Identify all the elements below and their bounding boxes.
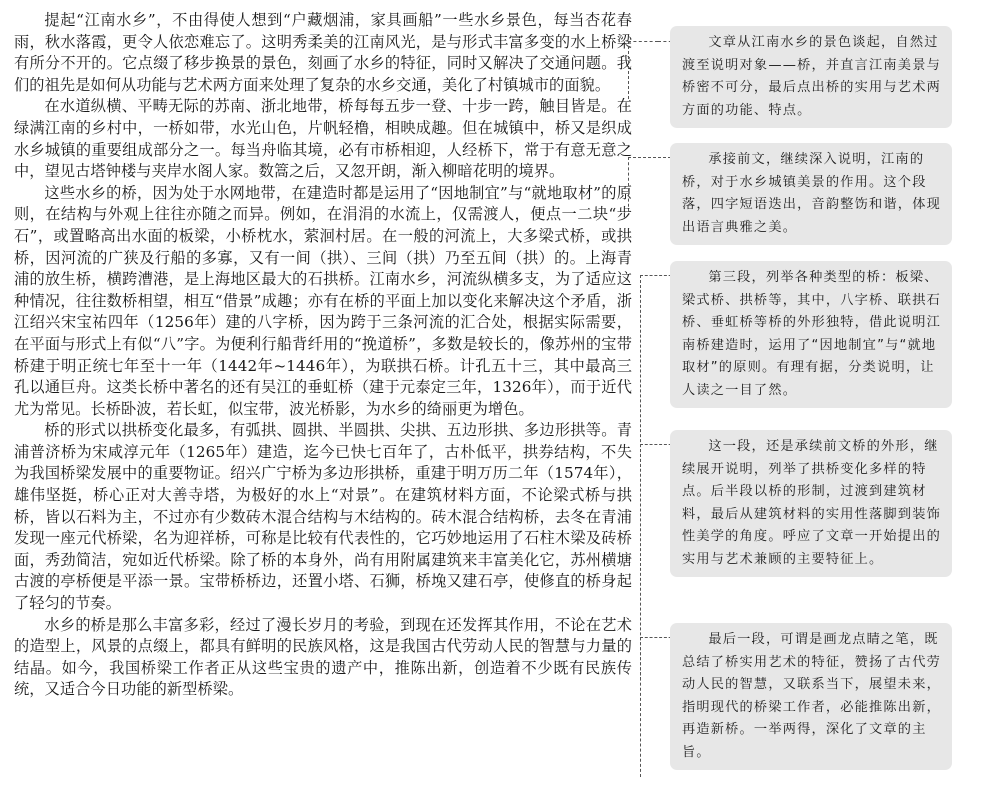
margin-note-2 [670, 143, 952, 245]
margin-note-5-text: 最后一段，可谓是画龙点睛之笔，既总结了桥实用艺术的特征，赞扬了古代劳动人民的智慧，又联系当下，展望未来，指明现代的桥梁工作者，必能推陈出新，再造新桥。一举两得，深化了文章的主旨。 [682, 632, 941, 760]
article-body [14, 10, 632, 701]
paragraph-3: 这些水乡的桥，因为处于水网地带，在建造时都是运用了“因地制宜”与“就地取材”的原则，在结构与外观上往往亦随之而异。例如，在涓涓的水流上，仅需渡人，便点一二块“步石”，或置略高出水面的板梁，小桥枕水，萦洄村居。在一般的河流上，大多梁式桥，或拱桥，因河流的广狭及行船的多寡，又有一间（拱）、三间（拱）乃至五间（拱）的。上海青浦的放生桥，横跨漕港，是上海地区最大的石拱桥。江南水乡，河流纵横多支，为了适应这种情况，往往数桥相望，相互“借景”成趣；亦有在桥的平面上加以变化来解决这个矛盾，浙江绍兴宋宝祐四年（1256年）建的八字桥，因为跨于三条河流的汇合处，根据实际需要，在平面与形式上有似“八”字。为便利行船背纤用的“挽道桥”，多数是较长的，像苏州的宝带桥建于明正统七年至十一年（1442年~1446年），为联拱石桥。计孔五十三，其中最高三孔以通巨舟。这类长桥中著名的还有吴江的垂虹桥（建于元泰定三年，1326年），而于近代尤为常见。长桥卧波，若长虹，似宝带，波光桥影，为水乡的绮丽更为增色。 [14, 183, 632, 418]
leader-line-1-vertical [628, 41, 629, 99]
leader-line-2-vertical [628, 157, 629, 212]
margin-note-1 [670, 26, 952, 128]
page-title-fragment [300, 0, 500, 6]
margin-note-4-text: 这一段，还是承续前文桥的外形，继续展开说明，列举了拱桥变化多样的特点。后半段以桥的形制，过渡到建筑材料，最后从建筑材料的实用性落脚到装饰性美学的角度。呼应了文章一开始提出的实用与艺术兼顾的主要特征上。 [682, 439, 941, 567]
paragraph-2: 在水道纵横、平畴无际的苏南、浙北地带，桥每每五步一登、十步一跨，触目皆是。在绿满江南的乡村中，一桥如带，水光山色，片帆轻橹，相映成趣。但在城镇中，桥又是织成水乡城镇的重要组成部分之一。每当舟临其境，必有市桥相迎，人经桥下，常于有意无意之中，望见古塔钟楼与夹岸水阁人家。数篙之后，又忽开朗，渐入柳暗花明的境界。 [14, 97, 632, 181]
margin-note-2-text: 承接前文，继续深入说明，江南的桥，对于水乡城镇美景的作用。这个段落，四字短语迭出，音韵整饬和谐，体现出语言典雅之美。 [682, 152, 941, 235]
leader-line-1 [628, 41, 658, 42]
margin-note-3 [670, 261, 952, 408]
margin-note-3-text: 第三段，列举各种类型的桥：板梁、梁式桥、拱桥等，其中，八字桥、联拱石桥、垂虹桥等桥的外形独特，借此说明江南桥建造时，运用了“因地制宜”与“就地取材”的原则。有理有据，分类说明，让人读之一目了然。 [682, 270, 941, 398]
margin-note-5 [670, 623, 952, 770]
margin-note-4 [670, 430, 952, 577]
leader-line-5-vertical [640, 637, 641, 777]
paragraph-5: 水乡的桥是那么丰富多彩，经过了漫长岁月的考验，到现在还发挥其作用，不论在艺术的造型上，风景的点缀上，都具有鲜明的民族风格，这是我国古代劳动人民的智慧与力量的结晶。如今，我国桥梁工作者正从这些宝贵的遗产中，推陈出新，创造着不少既有民族传统，又适合今日功能的新型桥梁。 [14, 615, 632, 699]
leader-line-3-vertical [640, 275, 641, 467]
paragraph-1: 提起“江南水乡”，不由得使人想到“户藏烟浦，家具画船”一些水乡景色，每当杏花春雨，秋水落霞，更令人依恋难忘了。这明秀柔美的江南风光，是与形式丰富多变的水上桥梁有所分不开的。它点缀了移步换景的景色，刻画了水乡的特征，同时又解决了交通问题。我们的祖先是如何从功能与艺术两方面来处理了复杂的水乡交通，美化了村镇城市的面貌。 [14, 11, 632, 94]
paragraph-4: 桥的形式以拱桥变化最多，有弧拱、圆拱、半圆拱、尖拱、五边形拱、多边形拱等。青浦普济桥为宋咸淳元年（1265年）建造，迄今已快七百年了，古朴低平，拱券结构，不失为我国桥梁发展中的重要物证。绍兴广宁桥为多边形拱桥，重建于明万历二年（1574年），雄伟坚挺，桥心正对大善寺塔，为极好的水上“对景”。在建筑材料方面，不论梁式桥与拱桥，皆以石料为主，不过亦有少数砖木混合结构与木结构的。砖木混合结构桥，去冬在青浦发现一座元代桥梁，名为迎祥桥，可称是比较有代表性的，它巧妙地运用了石柱木梁及砖桥面，秀劲简洁，宛如近代桥梁。除了桥的本身外，尚有用附属建筑来丰富美化它，苏州横塘古渡的亭桥便是平添一景。宝带桥桥边，还置小塔、石狮，桥堍又建石亭，使修直的桥身起了轻匀的节奏。 [14, 421, 632, 613]
margin-note-1-text: 文章从江南水乡的景色谈起，自然过渡至说明对象——桥，并直言江南美景与桥密不可分，最后点出桥的实用与艺术两方面的功能、特点。 [682, 35, 941, 118]
